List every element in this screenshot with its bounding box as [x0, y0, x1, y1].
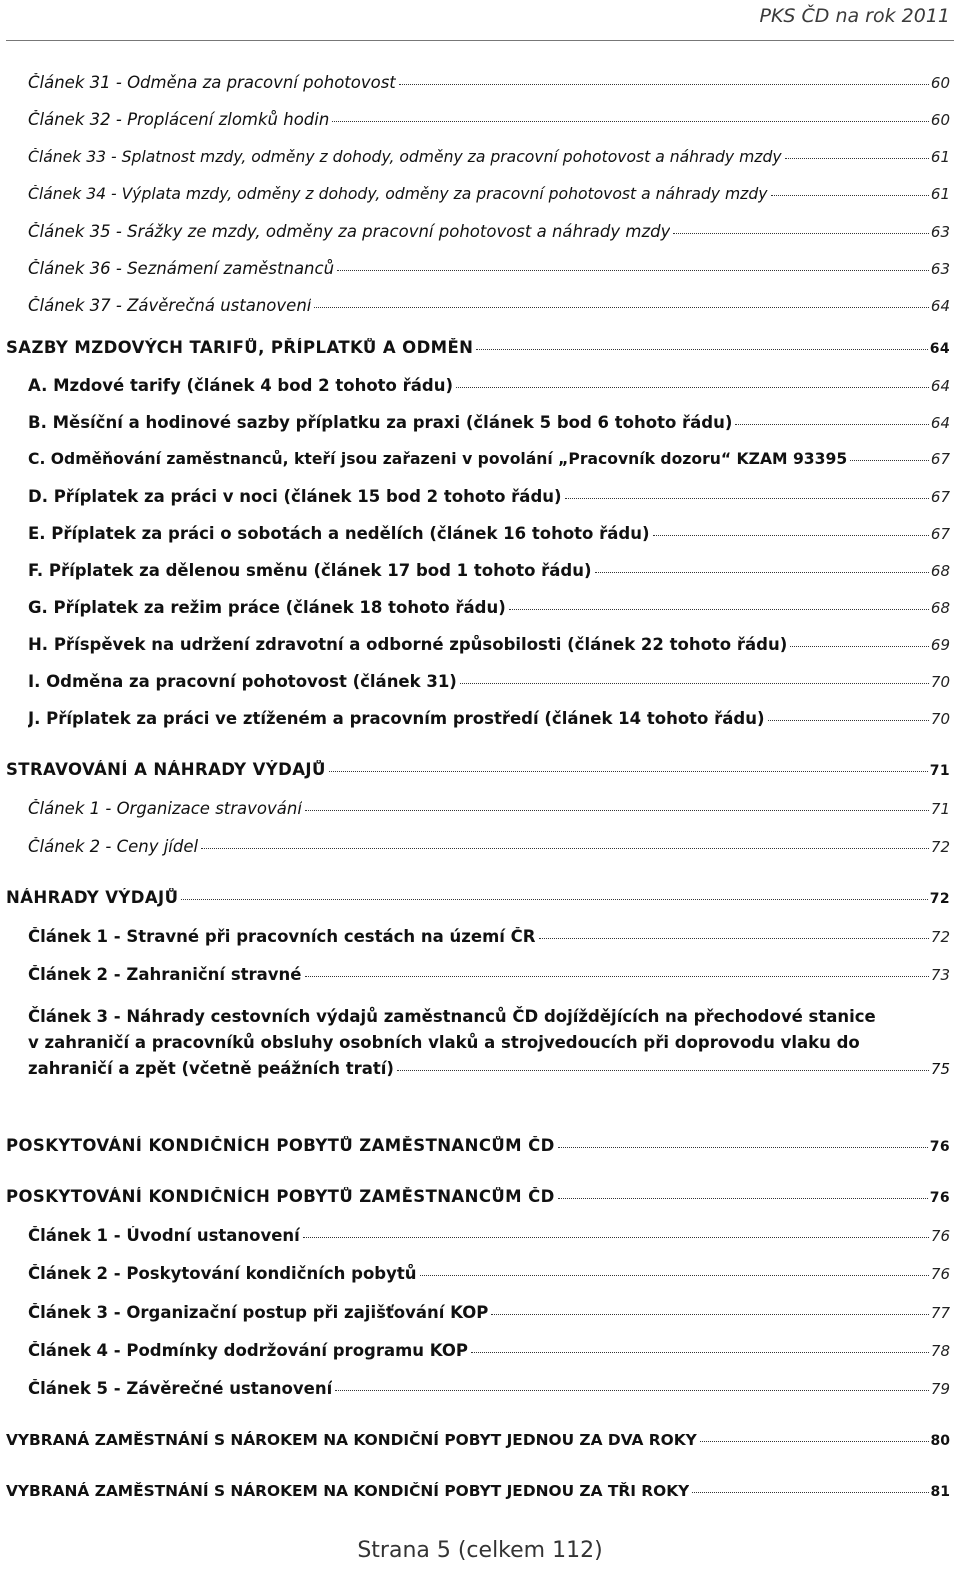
toc-entry-poskytovani-pobytu[interactable]: [6, 1264, 950, 1283]
toc-entry-page: 78: [930, 1342, 950, 1360]
toc-entry-e[interactable]: [6, 524, 950, 543]
toc-entry-organizace-stravovani[interactable]: [6, 799, 950, 818]
dot-leader: [692, 1492, 928, 1493]
toc-section-page: 72: [929, 891, 950, 907]
toc-entry-page: 72: [930, 928, 950, 946]
toc-section-title: NÁHRADY VÝDAJŮ: [6, 888, 179, 907]
toc-entry-page: 63: [930, 223, 950, 241]
toc-entry-page: 64: [930, 377, 950, 395]
toc-entry-title: J. Příplatek za práci ve ztíženém a pracovním prostředí (článek 14 tohoto řádu): [28, 709, 765, 728]
dot-leader: [471, 1352, 929, 1353]
toc-entry-clanek-35[interactable]: [6, 222, 950, 241]
dot-leader: [420, 1275, 929, 1276]
dot-leader: [653, 535, 929, 536]
toc-section-title: POSKYTOVÁNÍ KONDIČNÍCH POBYTŮ ZAMĚSTNANCŮM ČD: [6, 1136, 555, 1155]
toc-section-sazby[interactable]: [6, 338, 950, 357]
dot-leader: [595, 572, 929, 573]
toc-entry-podminky-kop[interactable]: [6, 1341, 950, 1360]
header-rule: [6, 40, 954, 41]
page-number-footer: Strana 5 (celkem 112): [357, 1538, 603, 1563]
toc-entry-page: 70: [930, 673, 950, 691]
dot-leader: [335, 1390, 929, 1391]
toc-entry-page: 60: [930, 111, 950, 129]
toc-entry-stravne-cr[interactable]: [6, 927, 950, 946]
toc-section-stravovani[interactable]: [6, 760, 950, 779]
dot-leader: [491, 1314, 929, 1315]
toc-section-page: 80: [930, 1433, 950, 1449]
toc-section-page: 81: [930, 1484, 950, 1500]
dot-leader: [700, 1441, 929, 1442]
toc-entry-title-line: Článek 3 - Náhrady cestovních výdajů zaměstnanců ČD dojíždějících na přechodové stanice: [28, 1007, 876, 1026]
toc-section-title: POSKYTOVÁNÍ KONDIČNÍCH POBYTŮ ZAMĚSTNANCŮM ČD: [6, 1187, 555, 1206]
dot-leader: [785, 158, 929, 159]
toc-entry-title: Článek 35 - Srážky ze mzdy, odměny za pracovní pohotovost a náhrady mzdy: [28, 222, 671, 241]
toc-section-page: 64: [929, 341, 950, 357]
toc-section-dva-roky[interactable]: [6, 1431, 950, 1449]
toc-entry-zahranicni-stravne[interactable]: [6, 965, 950, 984]
toc-entry-zaverecne-ustanoveni[interactable]: [6, 1379, 950, 1398]
toc-section-page: 71: [929, 763, 950, 779]
toc-entry-page: 63: [930, 260, 950, 278]
dot-leader: [303, 1237, 929, 1238]
toc-entry-b[interactable]: [6, 413, 950, 432]
dot-leader: [337, 270, 929, 271]
toc-entry-title: Článek 3 - Organizační postup při zajišťování KOP: [28, 1303, 489, 1322]
toc-entry-page: 75: [930, 1060, 950, 1078]
dot-leader: [201, 848, 929, 849]
toc-entry-title: Článek 33 - Splatnost mzdy, odměny z dohody, odměny za pracovní pohotovost a náhrady mzdy: [28, 148, 782, 166]
toc-section-title: SAZBY MZDOVÝCH TARIFŮ, PŘÍPLATKŮ A ODMĚN: [6, 338, 474, 357]
dot-leader: [181, 899, 927, 900]
dot-leader: [735, 424, 929, 425]
toc-entry-title: Článek 2 - Zahraniční stravné: [28, 965, 302, 984]
toc-entry-page: 61: [930, 148, 950, 166]
toc-entry-i[interactable]: [6, 672, 950, 691]
toc-entry-title: E. Příplatek za práci o sobotách a nedělích (článek 16 tohoto řádu): [28, 524, 650, 543]
dot-leader: [332, 121, 929, 122]
dot-leader: [850, 460, 929, 461]
toc-entry-h[interactable]: [6, 635, 950, 654]
dot-leader: [314, 307, 929, 308]
toc-entry-title: Článek 4 - Podmínky dodržování programu KOP: [28, 1341, 468, 1360]
dot-leader: [399, 84, 929, 85]
toc-entry-title: H. Příspěvek na udržení zdravotní a odborné způsobilosti (článek 22 tohoto řádu): [28, 635, 788, 654]
toc-entry-page: 67: [930, 525, 950, 543]
toc-entry-clanek-36[interactable]: [6, 259, 950, 278]
toc-entry-last-line: [28, 1056, 950, 1082]
toc-entry-title: Článek 1 - Stravné při pracovních cestách na území ČR: [28, 927, 536, 946]
toc-entry-title: B. Měsíční a hodinové sazby příplatku za praxi (článek 5 bod 6 tohoto řádu): [28, 413, 733, 432]
toc-section-title: VYBRANÁ ZAMĚSTNÁNÍ S NÁROKEM NA KONDIČNÍ POBYT JEDNOU ZA TŘI ROKY: [6, 1482, 690, 1500]
toc-section-page: 76: [929, 1139, 950, 1155]
toc-entry-page: 67: [930, 488, 950, 506]
toc-entry-title: D. Příplatek za práci v noci (článek 15 bod 2 tohoto řádu): [28, 487, 562, 506]
toc-entry-title: Článek 36 - Seznámení zaměstnanců: [28, 259, 335, 278]
toc-entry-c[interactable]: [6, 450, 950, 468]
toc-entry-organizacni-postup[interactable]: [6, 1303, 950, 1322]
toc-section-tri-roky[interactable]: [6, 1482, 950, 1500]
dot-leader: [329, 771, 928, 772]
running-header: PKS ČD na rok 2011: [759, 5, 950, 27]
toc-section-kondicni-pobyty-1[interactable]: [6, 1136, 950, 1155]
dot-leader: [790, 646, 929, 647]
toc-entry-title: C. Odměňování zaměstnanců, kteří jsou zařazeni v povolání „Pracovník dozoru“ KZAM 93395: [28, 450, 848, 468]
toc-entry-page: 76: [930, 1265, 950, 1283]
toc-entry-title: Článek 31 - Odměna za pracovní pohotovost: [28, 73, 396, 92]
toc-entry-nahrady-cestovnich[interactable]: [6, 1004, 950, 1082]
toc-entry-clanek-34[interactable]: [6, 185, 950, 203]
dot-leader: [305, 810, 929, 811]
toc-entry-page: 68: [930, 599, 950, 617]
toc-entry-title: Článek 34 - Výplata mzdy, odměny z dohody, odměny za pracovní pohotovost a náhrady mzdy: [28, 185, 768, 203]
dot-leader: [558, 1198, 928, 1199]
toc-entry-page: 70: [930, 710, 950, 728]
toc-entry-title: G. Příplatek za režim práce (článek 18 tohoto řádu): [28, 598, 506, 617]
dot-leader: [397, 1070, 929, 1071]
toc-entry-title: Článek 37 - Závěrečná ustanovení: [28, 296, 312, 315]
toc-entry-d[interactable]: [6, 487, 950, 506]
toc-entry-title: Článek 2 - Ceny jídel: [28, 837, 199, 856]
toc-entry-page: 60: [930, 74, 950, 92]
dot-leader: [768, 720, 929, 721]
toc-section-title: VYBRANÁ ZAMĚSTNÁNÍ S NÁROKEM NA KONDIČNÍ POBYT JEDNOU ZA DVA ROKY: [6, 1431, 697, 1449]
toc-entry-page: 77: [930, 1304, 950, 1322]
toc-entry-page: 71: [930, 800, 950, 818]
dot-leader: [771, 195, 929, 196]
dot-leader: [673, 233, 929, 234]
toc-entry-title: Článek 1 - Organizace stravování: [28, 799, 302, 818]
toc-entry-page: 72: [930, 838, 950, 856]
toc-entry-page: 73: [930, 966, 950, 984]
toc-entry-j[interactable]: [6, 709, 950, 728]
toc-entry-title-line: zahraničí a zpět (včetně peážních tratí): [28, 1059, 394, 1078]
dot-leader: [558, 1147, 928, 1148]
dot-leader: [460, 683, 929, 684]
toc-entry-clanek-31[interactable]: [6, 73, 950, 92]
toc-entry-ceny-jidel[interactable]: [6, 837, 950, 856]
toc-entry-page: 69: [930, 636, 950, 654]
toc-section-kondicni-pobyty-2[interactable]: [6, 1187, 950, 1206]
toc-entry-a[interactable]: [6, 376, 950, 395]
toc-entry-page: 76: [930, 1227, 950, 1245]
dot-leader: [305, 976, 929, 977]
toc-entry-title: Článek 1 - Úvodní ustanovení: [28, 1226, 300, 1245]
toc-entry-clanek-32[interactable]: [6, 110, 950, 129]
toc-entry-title: Článek 5 - Závěrečné ustanovení: [28, 1379, 333, 1398]
toc-entry-f[interactable]: [6, 561, 950, 580]
dot-leader: [539, 938, 929, 939]
toc-section-nahrady[interactable]: [6, 888, 950, 907]
toc-entry-title: Článek 2 - Poskytování kondičních pobytů: [28, 1264, 417, 1283]
toc-entry-page: 68: [930, 562, 950, 580]
toc-entry-clanek-33[interactable]: [6, 148, 950, 166]
toc-entry-title-line: v zahraničí a pracovníků obsluhy osobních vlaků a strojvedoucích při doprovodu vlaku do: [28, 1033, 860, 1052]
toc-entry-clanek-37[interactable]: [6, 296, 950, 315]
toc-entry-page: 64: [930, 414, 950, 432]
dot-leader: [565, 498, 929, 499]
toc-entry-title: A. Mzdové tarify (článek 4 bod 2 tohoto řádu): [28, 376, 454, 395]
toc-section-title: STRAVOVÁNÍ A NÁHRADY VÝDAJŮ: [6, 760, 326, 779]
dot-leader: [456, 387, 929, 388]
toc-entry-g[interactable]: [6, 598, 950, 617]
toc-section-page: 76: [929, 1190, 950, 1206]
toc-entry-title: I. Odměna za pracovní pohotovost (článek 31): [28, 672, 457, 691]
toc-entry-title: Článek 32 - Proplácení zlomků hodin: [28, 110, 330, 129]
toc-entry-page: 61: [930, 185, 950, 203]
dot-leader: [509, 609, 929, 610]
toc-entry-page: 67: [930, 450, 950, 468]
toc-entry-page: 79: [930, 1380, 950, 1398]
toc-entry-uvodni-ustanoveni[interactable]: [6, 1226, 950, 1245]
toc-entry-title: F. Příplatek za dělenou směnu (článek 17 bod 1 tohoto řádu): [28, 561, 592, 580]
dot-leader: [476, 349, 927, 350]
toc-entry-page: 64: [930, 297, 950, 315]
